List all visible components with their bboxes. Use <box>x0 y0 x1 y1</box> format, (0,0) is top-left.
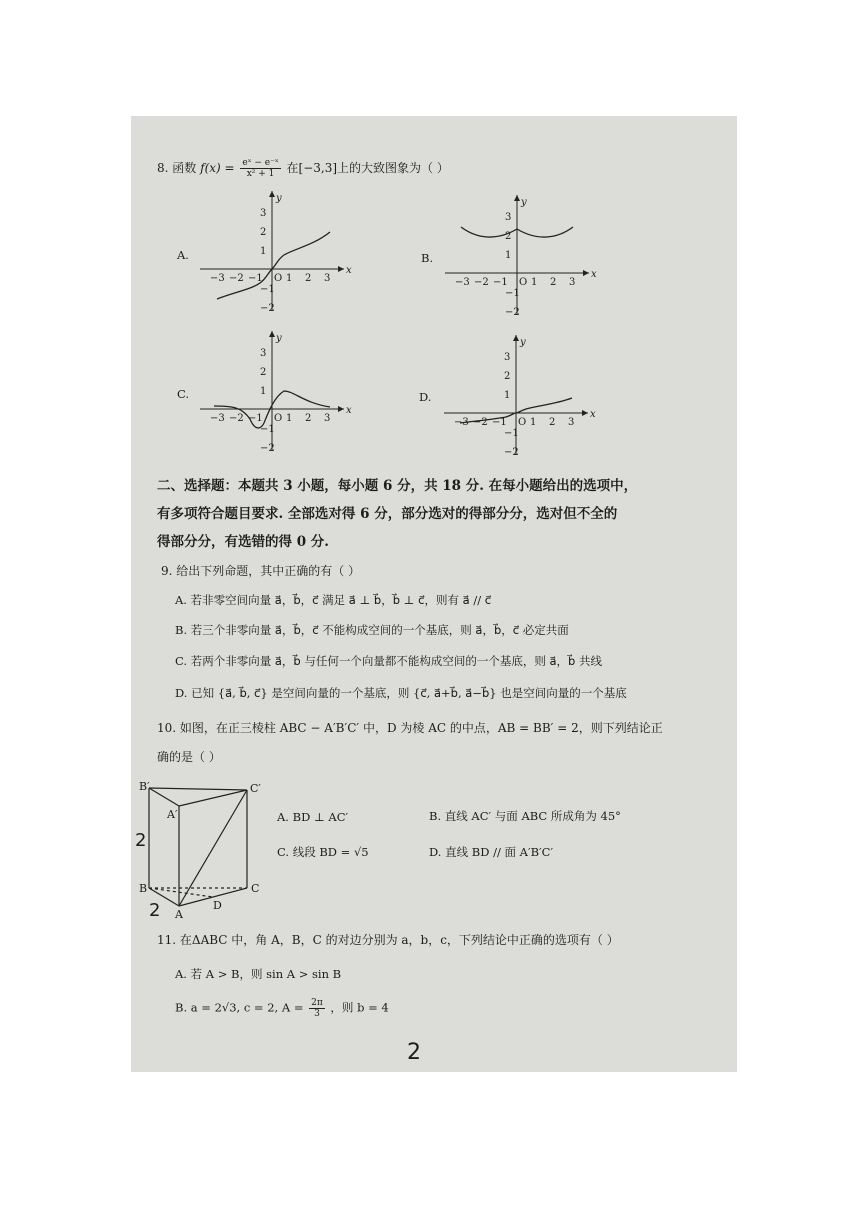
x-tick-label: −1 <box>248 273 263 284</box>
q11-option-b-fraction: $\frac{2\pi}{3}$ <box>311 998 323 1019</box>
x-tick-label: −2 <box>229 273 244 284</box>
x-tick-label: 1 <box>286 413 293 424</box>
x-tick-label: O <box>274 413 283 424</box>
q9-option-d: D. 已知 {a⃗, b⃗, c⃗} 是空间向量的一个基底，则 {c⃗, a⃗+b⃗, a⃗−b⃗} 也是空间向量的一个基底 <box>175 686 627 700</box>
x-axis-arrow <box>583 270 589 276</box>
y-tick-label: −1 <box>505 288 520 299</box>
x-tick-label: −1 <box>493 277 508 288</box>
x-tick-label: 3 <box>324 273 331 284</box>
x-tick-label: 2 <box>305 413 312 424</box>
x-tick-label: −2 <box>473 417 488 428</box>
x-tick-label: 2 <box>305 273 312 284</box>
y-tick-label: −2 <box>505 307 520 318</box>
y-tick-label: 3 <box>504 352 511 363</box>
y-tick-label: 3 <box>260 348 267 359</box>
x-tick-label: 2 <box>550 277 557 288</box>
y-tick-label: −1 <box>504 428 519 439</box>
y-tick-label: 2 <box>260 367 267 378</box>
handwritten-2-bottom: 2 <box>149 900 161 921</box>
y-axis-arrow <box>513 335 519 341</box>
y-tick-label: 1 <box>505 250 512 261</box>
q8-option-b-label: B. <box>421 251 434 265</box>
handwritten-2-side: 2 <box>135 830 147 851</box>
section2-line-2: 有多项符合题目要求. 全部选对得 6 分，部分选对的得部分分，选对但不全的 <box>157 506 618 522</box>
y-axis-label: y <box>520 337 526 348</box>
section2-line-1: 二、选择题：本题共 3 小题，每小题 6 分，共 18 分. 在每小题给出的选项中， <box>157 478 638 494</box>
y-axis-label: y <box>276 193 282 204</box>
y-axis-arrow <box>514 195 520 201</box>
q8-stem: 8. 函数 f(x) = $\frac{\text{eˣ − e⁻ˣ}}{\text{x² + 1}}$ 在[−3,3]上的大致图象为（ ） <box>157 158 449 179</box>
q8-graph-c <box>197 324 357 454</box>
x-tick-label: 1 <box>531 277 538 288</box>
y-tick-label: 3 <box>505 212 512 223</box>
x-axis-arrow <box>338 406 344 412</box>
x-tick-label: −1 <box>248 413 263 424</box>
x-axis-label: x <box>346 405 352 416</box>
x-tick-label: −2 <box>474 277 489 288</box>
q8-fraction: $\frac{\text{eˣ − e⁻ˣ}}{\text{x² + 1}}$ <box>242 158 279 179</box>
q8-graph-b <box>442 188 602 318</box>
label-b-prime: B′ <box>139 780 150 793</box>
y-tick-label: 3 <box>260 208 267 219</box>
y-tick-label: 2 <box>260 227 267 238</box>
q8-graph-a <box>197 184 357 314</box>
x-tick-label: 1 <box>530 417 537 428</box>
label-a-prime: A′ <box>167 808 178 821</box>
x-tick-label: O <box>519 277 528 288</box>
label-b: B <box>139 882 148 895</box>
y-tick-label: −2 <box>260 303 275 314</box>
y-axis-arrow <box>269 331 275 337</box>
q9-option-b: B. 若三个非零向量 a⃗，b⃗，c⃗ 不能构成空间的一个基底，则 a⃗，b⃗，c⃗ 必定共面 <box>175 623 569 637</box>
x-tick-label: −2 <box>229 413 244 424</box>
x-tick-label: −3 <box>454 417 469 428</box>
x-tick-label: 1 <box>286 273 293 284</box>
y-tick-label: 2 <box>505 231 512 242</box>
x-tick-label: 2 <box>549 417 556 428</box>
q11-option-b: B. a = 2√3, c = 2, A = $\frac{2\pi}{3}$ ，则 b = 4 <box>175 998 389 1019</box>
label-a: A <box>175 908 183 921</box>
x-tick-label: −3 <box>210 273 225 284</box>
x-axis-arrow <box>338 266 344 272</box>
page-number: 2 <box>407 1040 421 1065</box>
x-tick-label: 3 <box>569 277 576 288</box>
y-tick-label: 1 <box>260 386 267 397</box>
y-tick-label: −1 <box>260 424 275 435</box>
q10-stem-line-2: 确的是（ ） <box>157 750 221 764</box>
q10-option-d: D. 直线 BD // 面 A′B′C′ <box>429 845 554 859</box>
label-c: C <box>251 882 260 895</box>
q9-option-a: A. 若非零空间向量 a⃗，b⃗，c⃗ 满足 a⃗ ⊥ b⃗，b⃗ ⊥ c⃗，则有 a⃗ // c⃗ <box>175 593 492 607</box>
y-axis-arrow <box>269 191 275 197</box>
y-tick-label: 2 <box>504 371 511 382</box>
y-tick-label: 1 <box>504 390 511 401</box>
q11-stem: 11. 在ΔABC 中，角 A，B，C 的对边分别为 a，b，c，下列结论中正确的选项有（ ） <box>157 933 619 947</box>
x-tick-label: −3 <box>210 413 225 424</box>
q10-stem-line-1: 10. 如图，在正三棱柱 ABC − A′B′C′ 中，D 为棱 AC 的中点，AB = BB′ = 2，则下列结论正 <box>157 721 663 735</box>
x-tick-label: −3 <box>455 277 470 288</box>
x-axis-arrow <box>582 410 588 416</box>
x-tick-label: 3 <box>324 413 331 424</box>
y-tick-label: −1 <box>260 284 275 295</box>
y-tick-label: −2 <box>504 447 519 458</box>
q10-option-c: C. 线段 BD = √5 <box>277 845 369 859</box>
y-axis-label: y <box>521 197 527 208</box>
exam-sheet <box>131 116 737 1072</box>
q9-stem: 9. 给出下列命题，其中正确的有（ ） <box>161 564 361 578</box>
y-tick-label: 1 <box>260 246 267 257</box>
q10-prism-figure <box>135 776 275 926</box>
x-tick-label: O <box>274 273 283 284</box>
section2-line-3: 得部分分，有选错的得 0 分. <box>157 534 329 550</box>
q8-graph-d <box>441 328 601 458</box>
q8-option-a-label: A. <box>177 248 189 262</box>
x-tick-label: −1 <box>492 417 507 428</box>
y-tick-label: −2 <box>260 443 275 454</box>
x-tick-label: 3 <box>568 417 575 428</box>
q10-option-a: A. BD ⊥ AC′ <box>277 810 349 824</box>
q11-option-a: A. 若 A > B，则 sin A > sin B <box>175 967 342 981</box>
label-c-prime: C′ <box>250 782 261 795</box>
y-axis-label: y <box>276 333 282 344</box>
x-axis-label: x <box>346 265 352 276</box>
label-d: D <box>213 899 222 912</box>
q8-option-c-label: C. <box>177 387 190 401</box>
x-axis-label: x <box>590 409 596 420</box>
q10-option-b: B. 直线 AC′ 与面 ABC 所成角为 45° <box>429 809 621 823</box>
x-tick-label: O <box>518 417 527 428</box>
q8-option-d-label: D. <box>419 390 432 404</box>
x-axis-label: x <box>591 269 597 280</box>
q9-option-c: C. 若两个非零向量 a⃗，b⃗ 与任何一个向量都不能构成空间的一个基底，则 a⃗，b⃗ 共线 <box>175 654 603 668</box>
